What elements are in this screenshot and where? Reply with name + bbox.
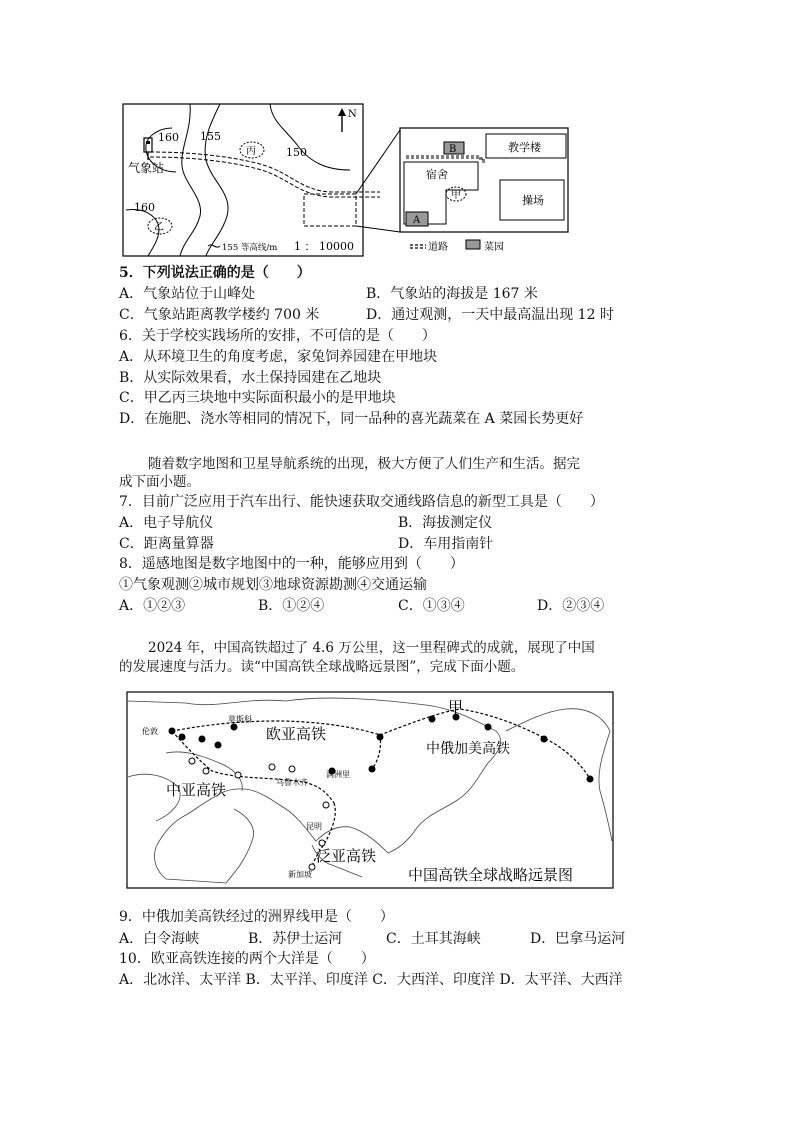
line-central-asia: 中亚高铁 [166, 781, 227, 799]
world-rail-map [126, 691, 614, 891]
teaching-building-label: 教学楼 [508, 141, 541, 154]
q5-option-d: D．通过观测，一天中最高温出现 12 时 [366, 307, 614, 323]
line-eurasia: 欧亚高铁 [266, 725, 327, 743]
q8-option-d: D．②③④ [537, 598, 605, 614]
q7-option-a: A．电子导航仪 [119, 515, 214, 531]
contour-label-160b: 160 [134, 201, 155, 214]
q9-stem: 9．中俄加美高铁经过的洲界线甲是（ ） [119, 909, 394, 925]
q8-option-c: C．①③④ [398, 598, 465, 614]
scale-label: 1 ： 10000 [294, 240, 354, 253]
city-urumqi: 乌鲁木齐 [276, 778, 308, 787]
city-manzhouli: 满洲里 [326, 770, 350, 779]
q8-stem: 8．遥感地图是数字地图中的一种，能够应用到（ ） [119, 556, 464, 572]
contour-label-160a: 160 [158, 131, 179, 144]
q10-options: A．北冰洋、太平洋 B．太平洋、印度洋 C．大西洋、印度洋 D．太平洋、大西洋 [119, 972, 623, 988]
q5-stem: 5．下列说法正确的是（ ） [119, 265, 311, 281]
q5-option-a: A．气象站位于山峰处 [119, 286, 256, 302]
north-label: N [348, 109, 357, 120]
plot-yi-label: 乙 [154, 222, 164, 233]
jia-label: 甲 [448, 698, 464, 716]
q6-option-d: D．在施肥、浇水等相同的情况下，同一品种的喜光蔬菜在 A 菜园长势更好 [119, 411, 584, 427]
q6-option-b: B．从实际效果看，水土保持园建在乙地块 [119, 370, 382, 386]
map-title: 中国高铁全球战略远景图 [408, 866, 574, 884]
garden-b-label: B [449, 144, 457, 155]
line-china-russia-america: 中俄加美高铁 [426, 741, 510, 757]
city-london: 伦敦 [142, 727, 158, 736]
intro3-line2: 的发展速度与活力。读“中国高铁全球战略远景图”，完成下面小题。 [119, 659, 525, 675]
playground-label: 操场 [522, 194, 544, 207]
plot-bing-label: 丙 [246, 146, 256, 157]
intro3-line1: 2024 年，中国高铁超过了 4.6 万公里，这一里程碑式的成就，展现了中国 [148, 640, 595, 656]
city-moscow: 莫斯科 [228, 715, 252, 724]
legend-contour: 155 等高线/m [222, 243, 278, 253]
intro2-line1: 随着数字地图和卫星导航系统的出现，极大方便了人们生产和生活。据完 [148, 456, 580, 472]
q9-option-b: B．苏伊士运河 [248, 931, 343, 947]
contour-label-150: 150 [286, 146, 307, 159]
dorm-label: 宿舍 [426, 168, 448, 181]
line-pan-asia: 泛亚高铁 [316, 847, 377, 865]
city-kunming: 昆明 [306, 822, 322, 831]
legend-road: 道路 [428, 242, 448, 253]
q10-stem: 10．欧亚高铁连接的两个大洋是（ ） [119, 951, 375, 967]
q7-option-d: D．车用指南针 [398, 536, 494, 552]
q6-option-a: A．从环境卫生的角度考虑，家兔饲养园建在甲地块 [119, 349, 438, 365]
q9-option-c: C．土耳其海峡 [386, 931, 481, 947]
q6-option-c: C．甲乙丙三块地中实际面积最小的是甲地块 [119, 390, 396, 406]
legend-garden: 菜园 [484, 242, 504, 253]
garden-a-label: A [413, 215, 421, 226]
city-singapore: 新加坡 [288, 870, 312, 879]
station-label: 气象站 [128, 161, 165, 175]
q5-option-c: C．气象站距离教学楼约 700 米 [119, 307, 320, 323]
q7-option-c: C．距离量算器 [119, 536, 214, 552]
q7-stem: 7．目前广泛应用于汽车出行、能快速获取交通线路信息的新型工具是（ ） [119, 494, 604, 510]
plot-jia-label: 甲 [451, 190, 461, 201]
q9-option-a: A．白令海峡 [119, 931, 200, 947]
q9-option-d: D．巴拿马运河 [530, 931, 626, 947]
q7-option-b: B．海拔测定仪 [398, 515, 493, 531]
q6-stem: 6．关于学校实践场所的安排，不可信的是（ ） [119, 328, 436, 344]
contour-label-155: 155 [200, 130, 221, 143]
intro2-line2: 成下面小题。 [119, 474, 200, 490]
q8-items: ①气象观测②城市规划③地球资源勘测④交通运输 [119, 577, 427, 593]
q8-option-a: A．①②③ [119, 598, 186, 614]
contour-map-figure [120, 100, 572, 262]
q8-option-b: B．①②④ [258, 598, 325, 614]
q5-option-b: B．气象站的海拔是 167 米 [366, 286, 538, 302]
